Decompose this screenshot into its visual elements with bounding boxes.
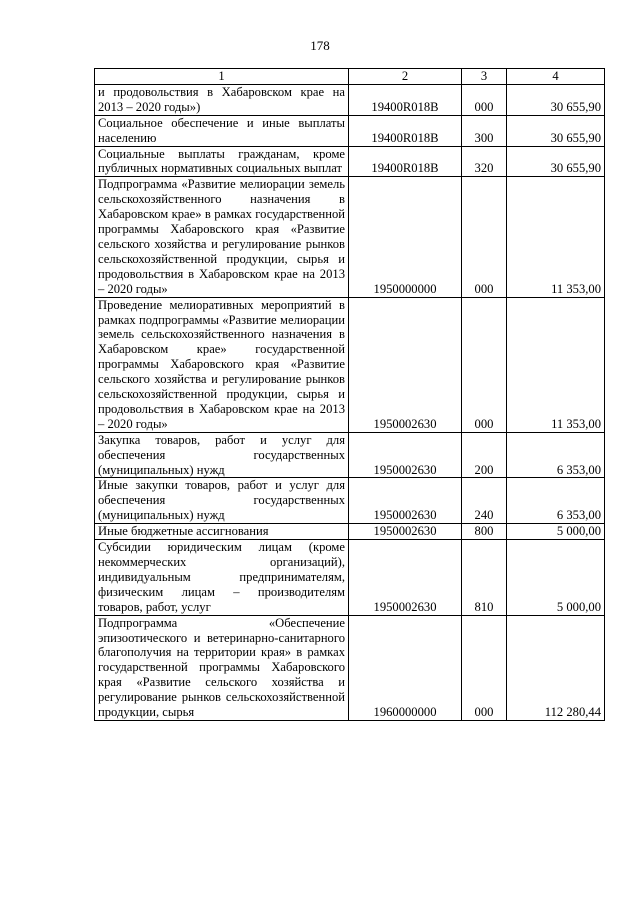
row-amount: 11 353,00 (507, 297, 605, 432)
row-amount: 6 353,00 (507, 478, 605, 524)
row-name: Иные бюджетные ассигнования (95, 524, 349, 540)
row-target-code: 1960000000 (349, 615, 462, 720)
row-target-code: 1950000000 (349, 177, 462, 297)
row-name: Подпрограмма «Обеспечение эпизоотического и ветеринарно-санитарного благополучия на территории края» в рамках государственной программы Хабаровского края «Развитие сельского хозяйства и регулирование рынков сельскохозяйственной продукции, сырья (95, 615, 349, 720)
row-expense-type: 200 (462, 432, 507, 478)
table-row (95, 432, 605, 478)
row-name: Иные закупки товаров, работ и услуг для обеспечения государственных (муниципальных) нужд (95, 478, 349, 524)
budget-table (94, 68, 605, 721)
row-expense-type: 300 (462, 115, 507, 146)
row-name: Закупка товаров, работ и услуг для обеспечения государственных (муниципальных) нужд (95, 432, 349, 478)
row-expense-type: 800 (462, 524, 507, 540)
table-row (95, 84, 605, 115)
column-header: 4 (507, 69, 605, 85)
column-header: 3 (462, 69, 507, 85)
row-target-code: 19400R018B (349, 115, 462, 146)
table-row (95, 146, 605, 177)
column-header: 1 (95, 69, 349, 85)
row-target-code: 1950002630 (349, 478, 462, 524)
row-amount: 11 353,00 (507, 177, 605, 297)
row-amount: 30 655,90 (507, 115, 605, 146)
row-target-code: 1950002630 (349, 540, 462, 616)
column-header: 2 (349, 69, 462, 85)
page-number: 178 (310, 38, 330, 53)
table-row (95, 297, 605, 432)
row-amount: 6 353,00 (507, 432, 605, 478)
row-expense-type: 320 (462, 146, 507, 177)
row-name: Подпрограмма «Развитие мелиорации земель сельскохозяйственного назначения в Хабаровском крае» в рамках государственной программы Хабаровского края «Развитие сельского хозяйства и регулирование рынков сельскохозяйственной продукции, сырья и продовольствия в Хабаровском крае на 2013 – 2020 годы» (95, 177, 349, 297)
row-amount: 30 655,90 (507, 84, 605, 115)
row-amount: 30 655,90 (507, 146, 605, 177)
table-row (95, 478, 605, 524)
row-name: Социальное обеспечение и иные выплаты населению (95, 115, 349, 146)
row-expense-type: 000 (462, 615, 507, 720)
row-target-code: 1950002630 (349, 297, 462, 432)
row-amount: 112 280,44 (507, 615, 605, 720)
row-name: Субсидии юридическим лицам (кроме некоммерческих организаций), индивидуальным предпринимателям, физическим лицам – производителям товаров, работ, услуг (95, 540, 349, 616)
table-header-row (95, 69, 605, 85)
table-row (95, 115, 605, 146)
row-expense-type: 810 (462, 540, 507, 616)
table-row (95, 177, 605, 297)
row-name: Проведение мелиоративных мероприятий в рамках подпрограммы «Развитие мелиорации земель сельскохозяйственного назначения в Хабаровском крае» государственной программы Хабаровского края «Развитие сельского хозяйства и регулирование рынков сельскохозяйственной продукции, сырья и продовольствия в Хабаровском крае на 2013 – 2020 годы» (95, 297, 349, 432)
row-target-code: 19400R018B (349, 146, 462, 177)
row-target-code: 1950002630 (349, 524, 462, 540)
row-amount: 5 000,00 (507, 524, 605, 540)
row-expense-type: 240 (462, 478, 507, 524)
row-amount: 5 000,00 (507, 540, 605, 616)
table-row (95, 524, 605, 540)
row-expense-type: 000 (462, 177, 507, 297)
table-row (95, 615, 605, 720)
table-row (95, 540, 605, 616)
row-expense-type: 000 (462, 297, 507, 432)
row-target-code: 1950002630 (349, 432, 462, 478)
row-target-code: 19400R018B (349, 84, 462, 115)
row-name: и продовольствия в Хабаровском крае на 2013 – 2020 годы») (95, 84, 349, 115)
row-name: Социальные выплаты гражданам, кроме публичных нормативных социальных выплат (95, 146, 349, 177)
row-expense-type: 000 (462, 84, 507, 115)
